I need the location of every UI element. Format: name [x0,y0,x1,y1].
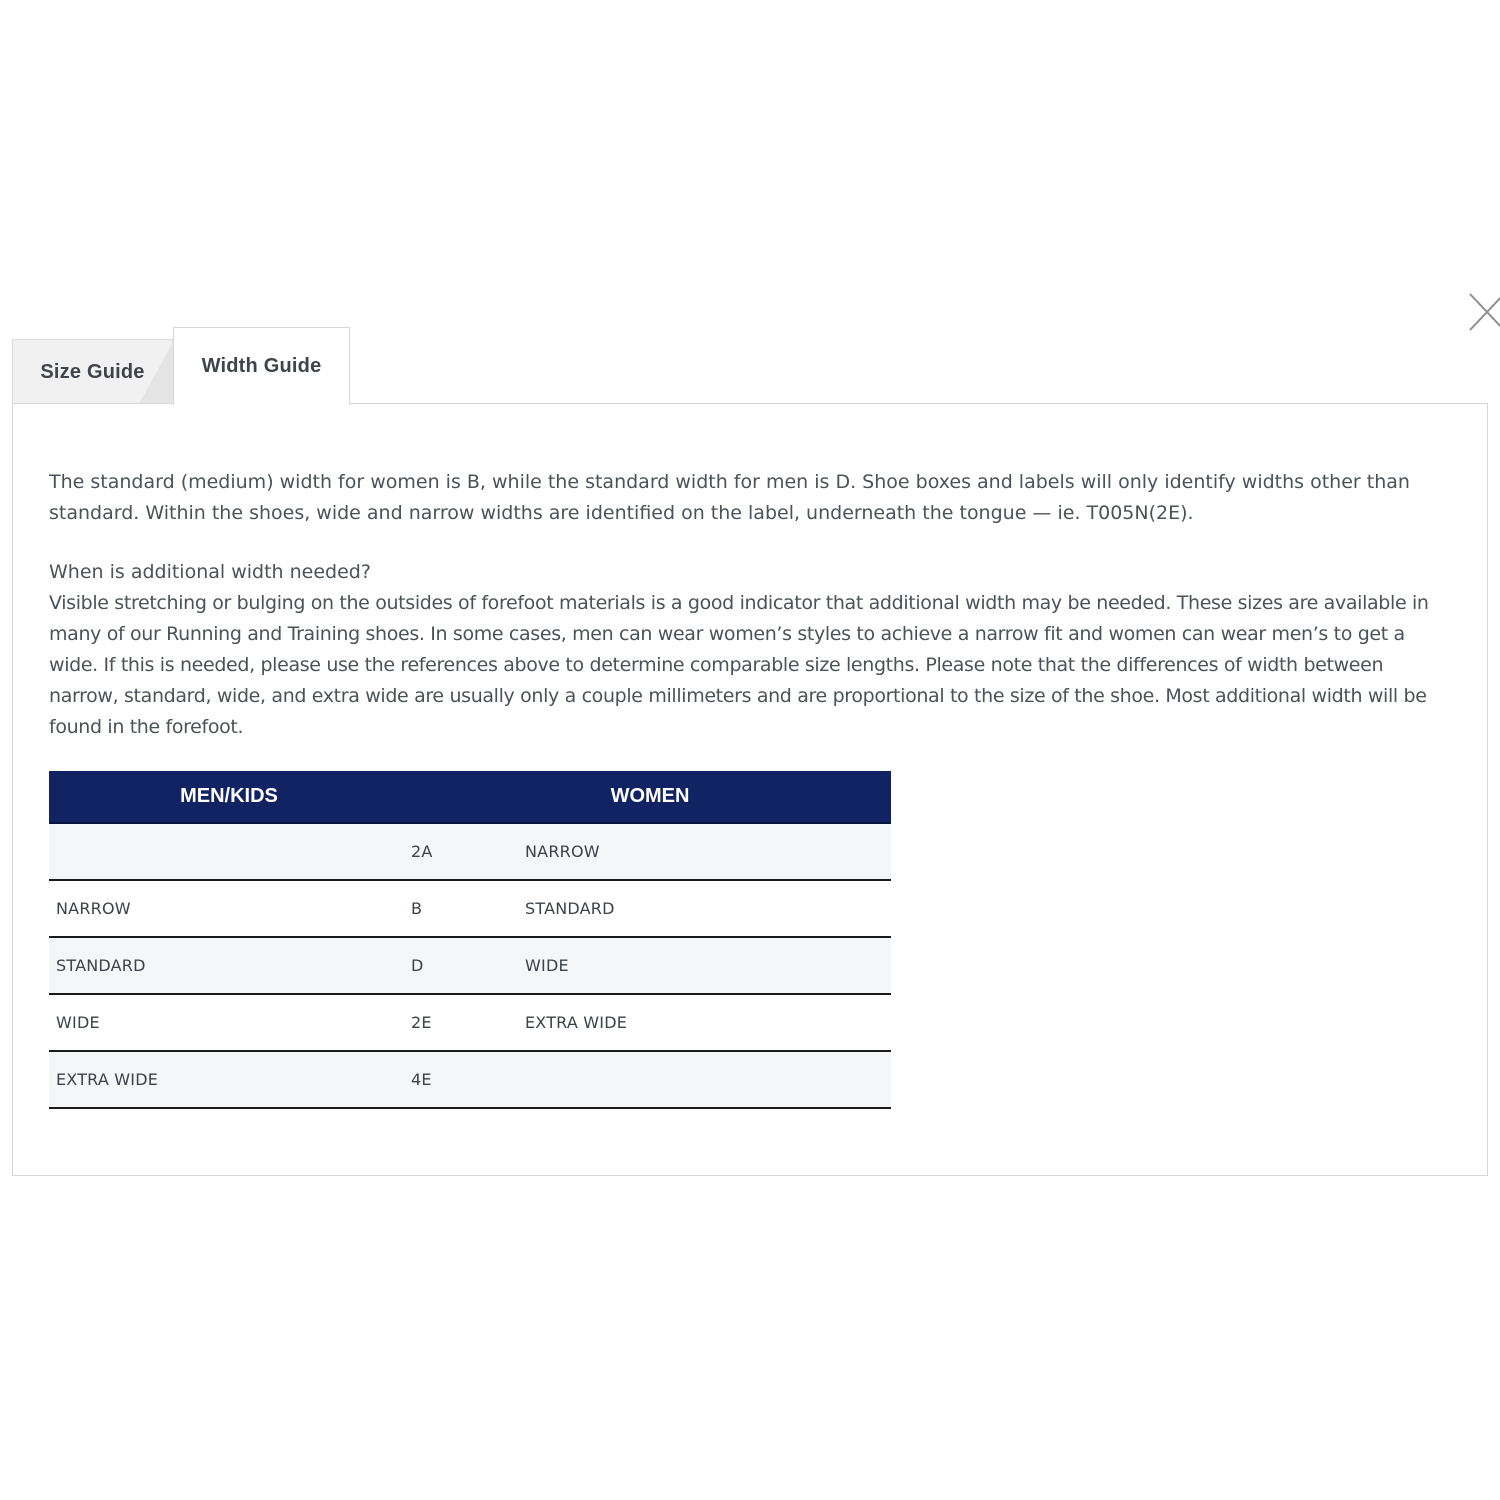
close-icon [1466,290,1500,334]
table-row [49,937,891,994]
table-row [49,1051,891,1108]
guide-tabs [12,327,372,405]
table-row [49,994,891,1051]
men-kids-header: MEN/KIDS [49,771,409,823]
width-guide-panel [12,403,1488,1176]
tab-size-guide[interactable] [12,339,173,404]
table-row [49,880,891,937]
width-code-cell: B [409,880,525,937]
width-code-cell: 2A [409,823,525,880]
women-width-cell: STANDARD [525,880,891,937]
intro-text: The standard (medium) width for women is B, while the standard width for men is D. Shoe boxes and labels will only identify widths other than standard. Within the shoes, wide and narrow widths are identified on the label, underneath the tongue — ie. T005N(2E). [49,471,1410,524]
table-row [49,823,891,880]
width-table [49,771,891,1109]
width-table-header [49,771,891,823]
men-width-cell: EXTRA WIDE [49,1051,409,1108]
women-width-cell: NARROW [525,823,891,880]
tab-width-guide-label: Width Guide [201,355,322,377]
tab-size-guide-label: Size Guide [40,360,145,383]
women-width-cell: EXTRA WIDE [525,994,891,1051]
women-header: WOMEN [409,771,891,823]
additional-width-question: When is additional width needed? [49,561,371,583]
tab-width-guide[interactable] [173,327,350,405]
width-code-cell: 4E [409,1051,525,1108]
width-code-cell: 2E [409,994,525,1051]
men-width-cell: NARROW [49,880,409,937]
additional-width-answer: Visible stretching or bulging on the outsides of forefoot materials is a good indicator that additional width may be needed. These sizes are available in many of our Running and Training shoes. In some cases, men can wear women’s styles to achieve a narrow fit and women can wear men’s to get a wide. If this is needed, please use the references above to determine comparable size lengths. Please note that the differences of width between narrow, standard, wide, and extra wide are usually only a couple millimeters and are proportional to the size of the shoe. Most additional width will be found in the forefoot. [49,592,1429,738]
men-width-cell [49,823,409,880]
women-width-cell: WIDE [525,937,891,994]
width-code-cell: D [409,937,525,994]
men-width-cell: STANDARD [49,937,409,994]
close-button[interactable] [1466,290,1500,334]
men-width-cell: WIDE [49,994,409,1051]
women-width-cell [525,1051,891,1108]
